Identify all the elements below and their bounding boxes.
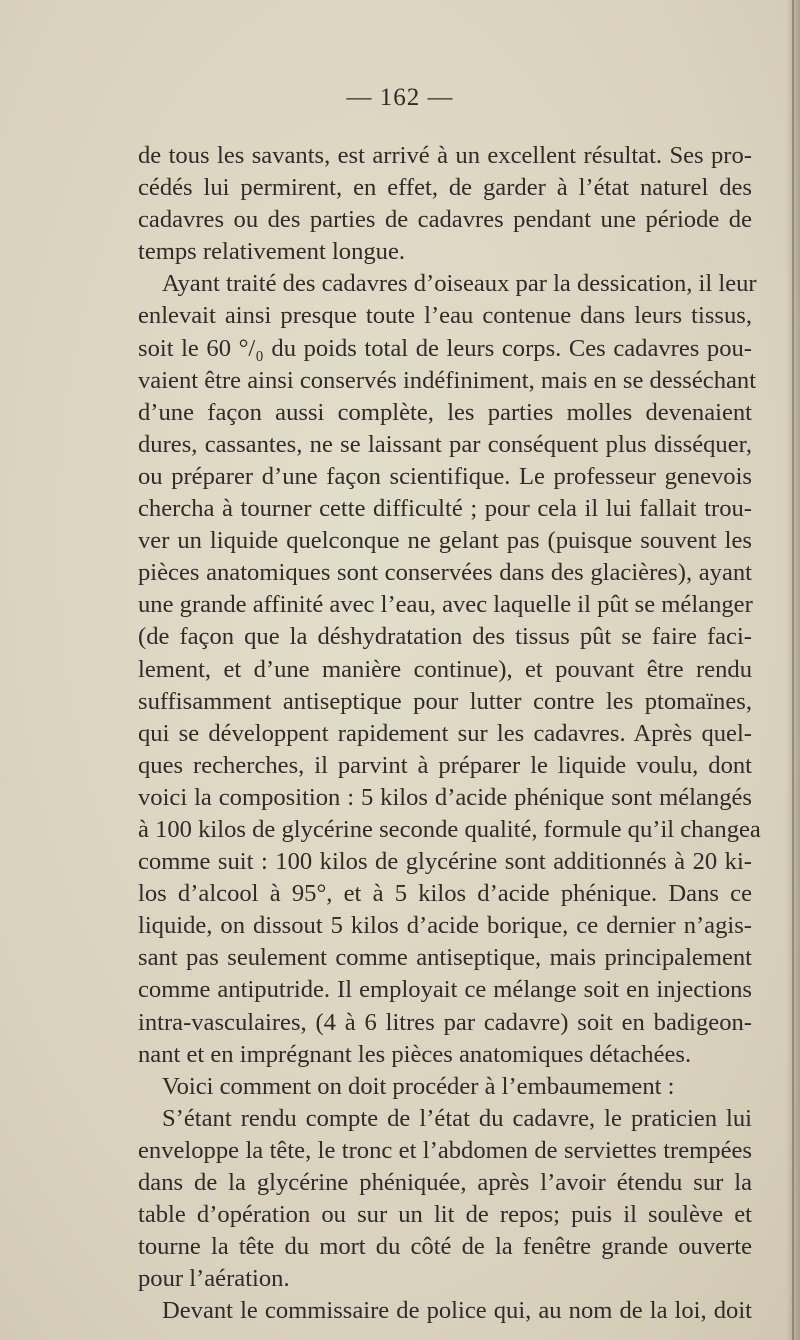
text-line: pour l’aération. (138, 1265, 290, 1293)
text-body (138, 140, 761, 1327)
text-line: vaient être ainsi conservés indéfiniment, mais en se desséchant (138, 366, 757, 394)
text-line: tourne la tête du mort du côté de la fenêtre grande ouverte (138, 1233, 752, 1261)
page-edge-line (792, 0, 794, 1340)
text-line: S’étant rendu compte de l’état du cadavre, le praticien lui (162, 1104, 752, 1132)
text-line: suffisamment antiseptique pour lutter contre les ptomaïnes, (138, 687, 752, 715)
text-line: pièces anatomiques sont conservées dans des glacières), ayant (138, 559, 752, 587)
text-line: une grande affinité avec l’eau, avec laquelle il pût se mélanger (138, 591, 753, 619)
text-line: ver un liquide quelconque ne gelant pas (puisque souvent les (138, 527, 752, 555)
text-line: table d’opération ou sur un lit de repos; puis il soulève et (138, 1201, 752, 1229)
text-line: dans de la glycérine phéniquée, après l’avoir étendu sur la (138, 1169, 752, 1196)
text-line: comme suit : 100 kilos de glycérine sont additionnés à 20 ki- (138, 848, 752, 876)
text-line: qui se développent rapidement sur les cadavres. Après quel- (138, 719, 752, 747)
page-number: — 162 — (346, 84, 454, 111)
text-line: nant et en imprégnant les pièces anatomiques détachées. (138, 1040, 692, 1068)
text-line: Ayant traité des cadavres d’oiseaux par la dessication, il leur (162, 270, 757, 298)
text-line: enveloppe la tête, le tronc et l’abdomen de serviettes trempées (138, 1136, 752, 1164)
text-line: (de façon que la déshydratation des tissus pût se faire faci- (138, 623, 752, 651)
text-line: ou préparer d’une façon scientifique. Le professeur genevois (138, 462, 752, 490)
text-line: à 100 kilos de glycérine seconde qualité, formule qu’il changea (138, 815, 761, 843)
text-line: comme antiputride. Il employait ce mélange soit en injections (138, 976, 752, 1004)
text-line: cadavres ou des parties de cadavres pendant une période de (138, 206, 752, 234)
text-line: dures, cassantes, ne se laissant par conséquent plus disséquer, (138, 430, 752, 458)
text-line: enlevait ainsi presque toute l’eau contenue dans leurs tissus, (138, 302, 752, 330)
text-line: soit le 60 °/₀ du poids total de leurs corps. Ces cadavres pou- (138, 334, 752, 362)
text-line: chercha à tourner cette difficulté ; pour cela il lui fallait trou- (138, 495, 752, 523)
text-line: liquide, on dissout 5 kilos d’acide borique, ce dernier n’agis- (138, 912, 752, 940)
text-line: sant pas seulement comme antiseptique, mais principalement (138, 944, 752, 972)
text-line: voici la composition : 5 kilos d’acide phénique sont mélangés (138, 783, 752, 811)
text-line: lement, et d’une manière continue), et pouvant être rendu (138, 655, 752, 683)
text-line: Devant le commissaire de police qui, au nom de la loi, doit (162, 1297, 752, 1325)
text-line: cédés lui permirent, en effet, de garder à l’état naturel des (138, 174, 752, 202)
text-line: intra-vasculaires, (4 à 6 litres par cadavre) soit en badigeon- (138, 1008, 752, 1036)
text-line: Voici comment on doit procéder à l’embaumement : (162, 1072, 675, 1100)
text-line: d’une façon aussi complète, les parties molles devenaient (138, 398, 752, 426)
text-line: ques recherches, il parvint à préparer le liquide voulu, dont (138, 751, 752, 779)
text-line: los d’alcool à 95°, et à 5 kilos d’acide phénique. Dans ce (138, 880, 752, 908)
text-line: temps relativement longue. (138, 238, 406, 266)
text-line: de tous les savants, est arrivé à un excellent résultat. Ses pro- (138, 142, 752, 169)
